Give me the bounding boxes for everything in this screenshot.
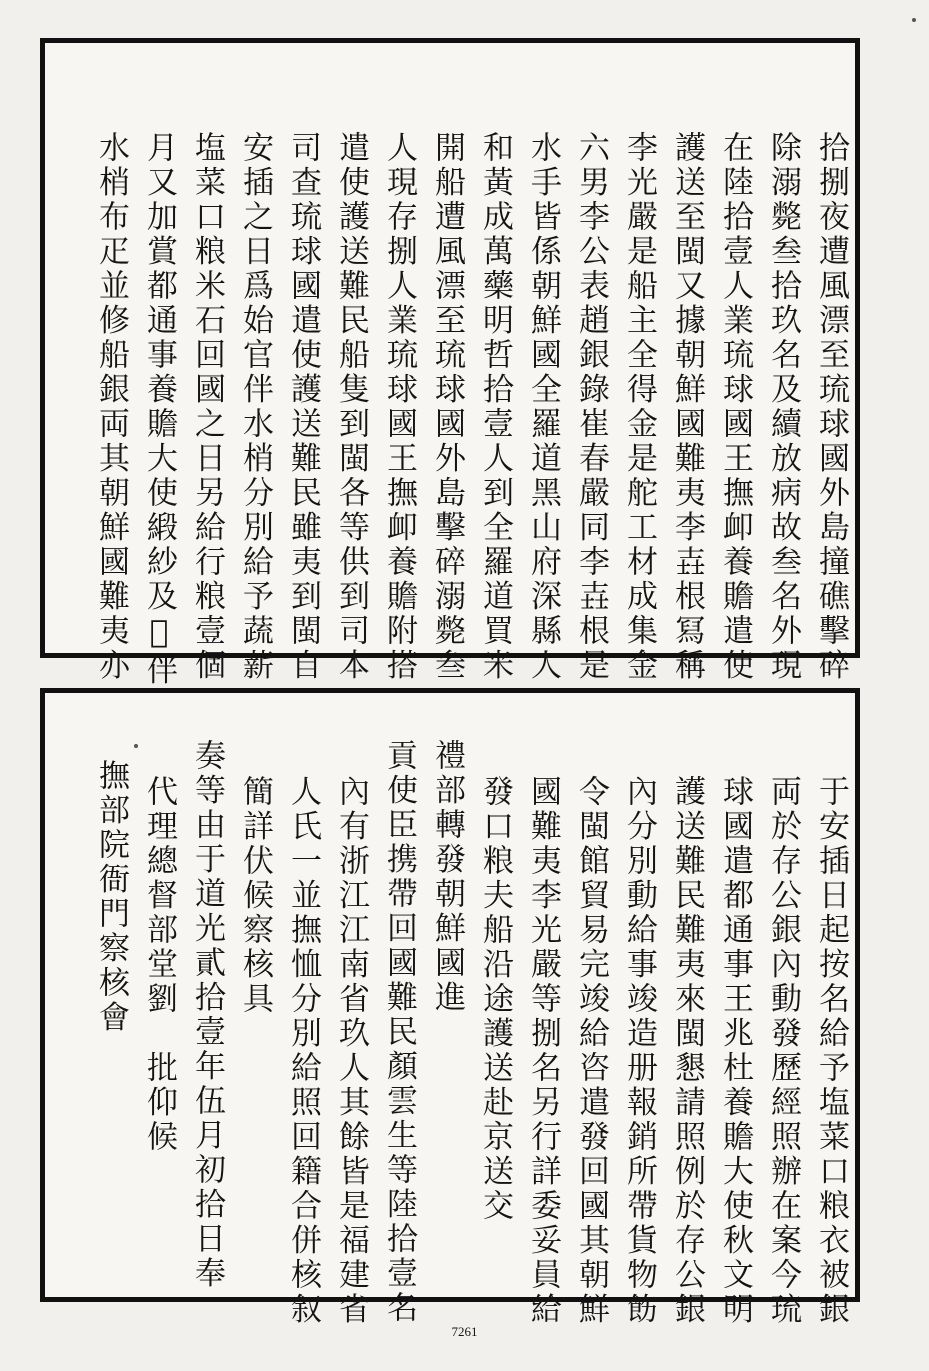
text-column: 國難夷李光嚴等捌名另行詳委妥員給 <box>525 775 561 1327</box>
upper-text-panel <box>40 38 860 688</box>
scan-speck <box>134 744 138 748</box>
text-column: 拾捌夜遭風漂至琉球國外島撞礁擊碎 <box>813 131 849 683</box>
text-column: 貢使臣携帶回國難民顏雲生等陸拾壹名 <box>381 739 417 1326</box>
text-column: 塩菜口粮米石回國之日另給行粮壹個 <box>189 131 225 683</box>
page-number: 7261 <box>451 1324 478 1339</box>
text-column: 水手皆係朝鮮國全羅道黑山府深縣人 <box>525 131 561 683</box>
text-column: 簡詳伏候察核具 <box>237 775 273 1017</box>
text-column: 令閩館貿易完竣給咨遣發回國其朝鮮 <box>573 775 609 1327</box>
text-column: 于安插日起按名給予塩菜口粮衣被銀 <box>813 775 849 1327</box>
text-column: 両於存公銀內動發歷經照辦在案今琉 <box>765 775 801 1327</box>
text-column: 人氏一並撫恤分別給照回籍合併核叙 <box>285 775 321 1327</box>
text-column: 六男李公表趙銀錄崔春嚴同李壵根是 <box>573 131 609 683</box>
text-column: 代理總督部堂劉 批仰候 <box>141 775 177 1155</box>
lower-text-panel <box>40 688 860 1327</box>
text-column: 月又加賞都通事養贍大使緞紗及𨺚伴 <box>141 131 177 688</box>
text-column: 除溺斃叁拾玖名及續放病故叁名外現 <box>765 131 801 683</box>
text-column: 內有浙江江南省玖人其餘皆是福建省 <box>333 775 369 1327</box>
text-column: 內分別動給事竣造册報銷所帶貨物飭 <box>621 775 657 1327</box>
text-column: 安插之日爲始官伴水梢分別給予蔬薪 <box>237 131 273 683</box>
text-column: 禮部轉發朝鮮國進 <box>429 739 465 1015</box>
text-column: 發口粮夫船沿途護送赴京送交 <box>477 775 513 1224</box>
text-column: 在陸拾壹人業琉球國王撫卹養贍遣使 <box>717 131 753 683</box>
text-column: 護送難民難夷來閩懇請照例於存公銀 <box>669 775 705 1327</box>
text-column: 護送至閩又據朝鮮國難夷李壵根冩稱 <box>669 131 705 683</box>
text-column: 遣使護送難民船隻到閩各等供到司本 <box>333 131 369 683</box>
text-column: 奏等由于道光貳拾壹年伍月初拾日奉 <box>189 739 225 1291</box>
text-column: 和黃成萬藥明哲拾壹人到全羅道買米 <box>477 131 513 683</box>
text-column: 司查琉球國遣使護送難民雖夷到閩自 <box>285 131 321 683</box>
text-column: 開船遭風漂至琉球國外島擊碎溺斃叁 <box>429 131 465 683</box>
text-column: 水梢布疋並修船銀両其朝鮮國難夷亦 <box>93 131 129 683</box>
text-column: 撫部院衙門察核會 <box>93 759 129 1035</box>
scan-speck <box>912 18 916 22</box>
text-column: 李光嚴是船主全得金是舵工材成集金 <box>621 131 657 683</box>
text-column: 球國遣都通事王兆杜養贍大使秋文明 <box>717 775 753 1327</box>
text-column: 人現存捌人業琉球國王撫卹養贍附搭 <box>381 131 417 683</box>
